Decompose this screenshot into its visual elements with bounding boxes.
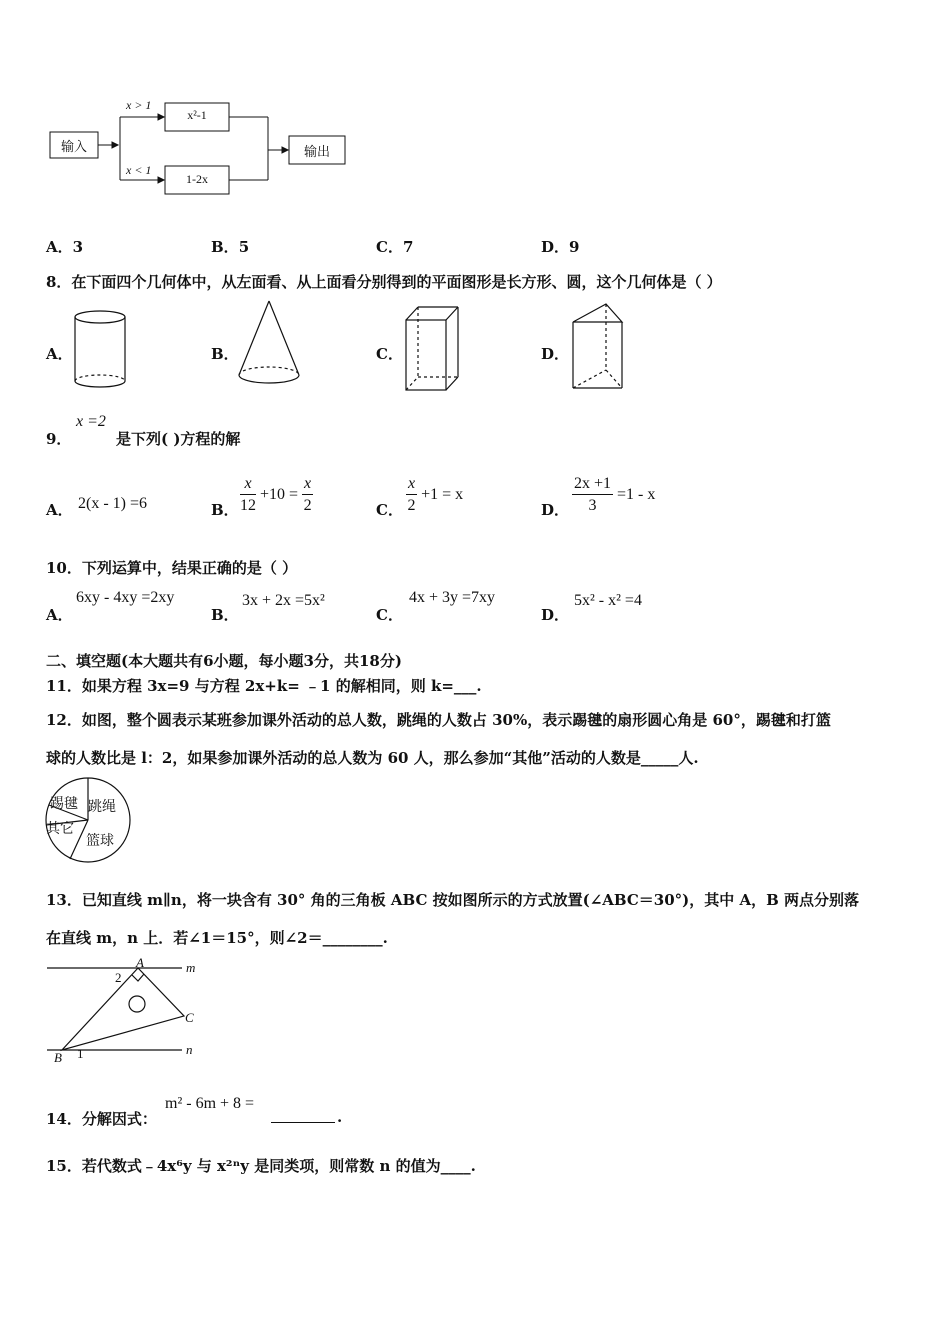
flowchart-expression-top: x²-1 bbox=[187, 108, 207, 122]
q8-option-c: C． bbox=[376, 345, 403, 363]
q9-option-a: A． bbox=[46, 501, 73, 519]
q9-option-d-expr: $\frac{2x +1}{3}$ =1 - x bbox=[574, 475, 656, 514]
q10-option-b: B． bbox=[211, 606, 239, 624]
q9-option-b-expr: $\frac{x}{12}$ +10 = $\frac{x}{2}$ bbox=[240, 475, 312, 514]
q8-option-d: D． bbox=[541, 345, 570, 363]
q12-line-2: 球的人数比是 l：2，如果参加课外活动的总人数为 60 人，那么参加“其他”活动的人数是_____人. bbox=[46, 749, 699, 767]
label-line-m: m bbox=[186, 960, 196, 975]
label-point-b: B bbox=[54, 1050, 62, 1065]
q7-option-b: B．5 bbox=[211, 238, 250, 256]
q13-line-1: 13．已知直线 m∥n，将一块含有 30° 角的三角板 ABC 按如图所示的方式放置(∠ABC＝30°)，其中 A，B 两点分别落 bbox=[46, 891, 860, 909]
q14-expression: m² - 6m + 8 = bbox=[165, 1095, 255, 1112]
q8-option-a: A． bbox=[46, 345, 73, 363]
flowchart-expression-bottom: 1-2x bbox=[186, 172, 208, 186]
flowchart-condition-bottom: x < 1 bbox=[126, 163, 152, 177]
cone-figure bbox=[234, 298, 304, 393]
q9-option-a-expr: 2(x - 1) =6 bbox=[78, 495, 148, 512]
q10-option-d: D． bbox=[541, 606, 570, 624]
q9-option-d: D． bbox=[541, 501, 570, 519]
q9-number: 9． bbox=[46, 430, 72, 448]
label-point-a: A bbox=[136, 955, 144, 970]
q10-option-c-expr: 4x + 3y =7xy bbox=[409, 589, 496, 606]
pie-label-other: 其它 bbox=[46, 821, 74, 837]
rectangular-prism-figure bbox=[402, 302, 464, 394]
q7-option-c: C．7 bbox=[376, 238, 414, 256]
q14-answer-blank[interactable] bbox=[271, 1108, 335, 1123]
q10-option-c: C． bbox=[376, 606, 403, 624]
pie-label-jianzi: 踢毽 bbox=[50, 796, 78, 812]
q9-option-c: C． bbox=[376, 501, 403, 519]
q9-equation: x =2 bbox=[76, 413, 106, 430]
q7-option-a: A．3 bbox=[46, 238, 84, 256]
q14-tail: . bbox=[337, 1108, 343, 1126]
q10-option-a: A． bbox=[46, 606, 73, 624]
q15-text: 15．若代数式﹣4x⁶y 与 x²ⁿy 是同类项，则常数 n 的值为____. bbox=[46, 1157, 476, 1175]
q14-stem: 14．分解因式： bbox=[46, 1110, 157, 1128]
pie-label-tiaosheng: 跳绳 bbox=[88, 799, 116, 815]
q9-stem: 是下列( )方程的解 bbox=[116, 430, 241, 448]
label-angle-1: 1 bbox=[77, 1046, 84, 1061]
q9-option-b: B． bbox=[211, 501, 239, 519]
q7-option-d: D．9 bbox=[541, 238, 580, 256]
q8-stem: 8．在下面四个几何体中，从左面看、从上面看分别得到的平面图形是长方形、圆，这个几何体是（ ） bbox=[46, 273, 722, 291]
cylinder-figure bbox=[70, 305, 130, 395]
q13-line-2: 在直线 m，n 上．若∠1＝15°，则∠2＝________. bbox=[46, 929, 388, 947]
flowchart-output-label: 输出 bbox=[303, 145, 330, 160]
q10-option-a-expr: 6xy - 4xy =2xy bbox=[76, 589, 175, 606]
q10-stem: 10．下列运算中，结果正确的是（ ） bbox=[46, 559, 298, 577]
flowchart-input-label: 输入 bbox=[60, 140, 87, 155]
q12-line-1: 12．如图，整个圆表示某班参加课外活动的总人数，跳绳的人数占 30%，表示踢毽的扇形圆心角是 60°，踢毽和打篮 bbox=[46, 711, 831, 729]
label-point-c: C bbox=[185, 1010, 194, 1025]
triangular-prism-figure bbox=[568, 298, 630, 394]
section-2-heading: 二、填空题(本大题共有6小题，每小题3分，共18分) bbox=[46, 652, 402, 670]
label-angle-2: 2 bbox=[115, 970, 122, 985]
label-line-n: n bbox=[186, 1042, 193, 1057]
q10-option-b-expr: 3x + 2x =5x² bbox=[242, 592, 325, 609]
q11-text: 11．如果方程 3x=9 与方程 2x+k= ﹣1 的解相同，则 k=___. bbox=[46, 677, 482, 695]
pie-label-basketball: 篮球 bbox=[86, 833, 114, 849]
q8-option-b: B． bbox=[211, 345, 239, 363]
q10-option-d-expr: 5x² - x² =4 bbox=[574, 592, 642, 609]
flowchart-condition-top: x > 1 bbox=[126, 98, 152, 112]
q9-option-c-expr: $\frac{x}{2}$ +1 = x bbox=[407, 475, 464, 514]
